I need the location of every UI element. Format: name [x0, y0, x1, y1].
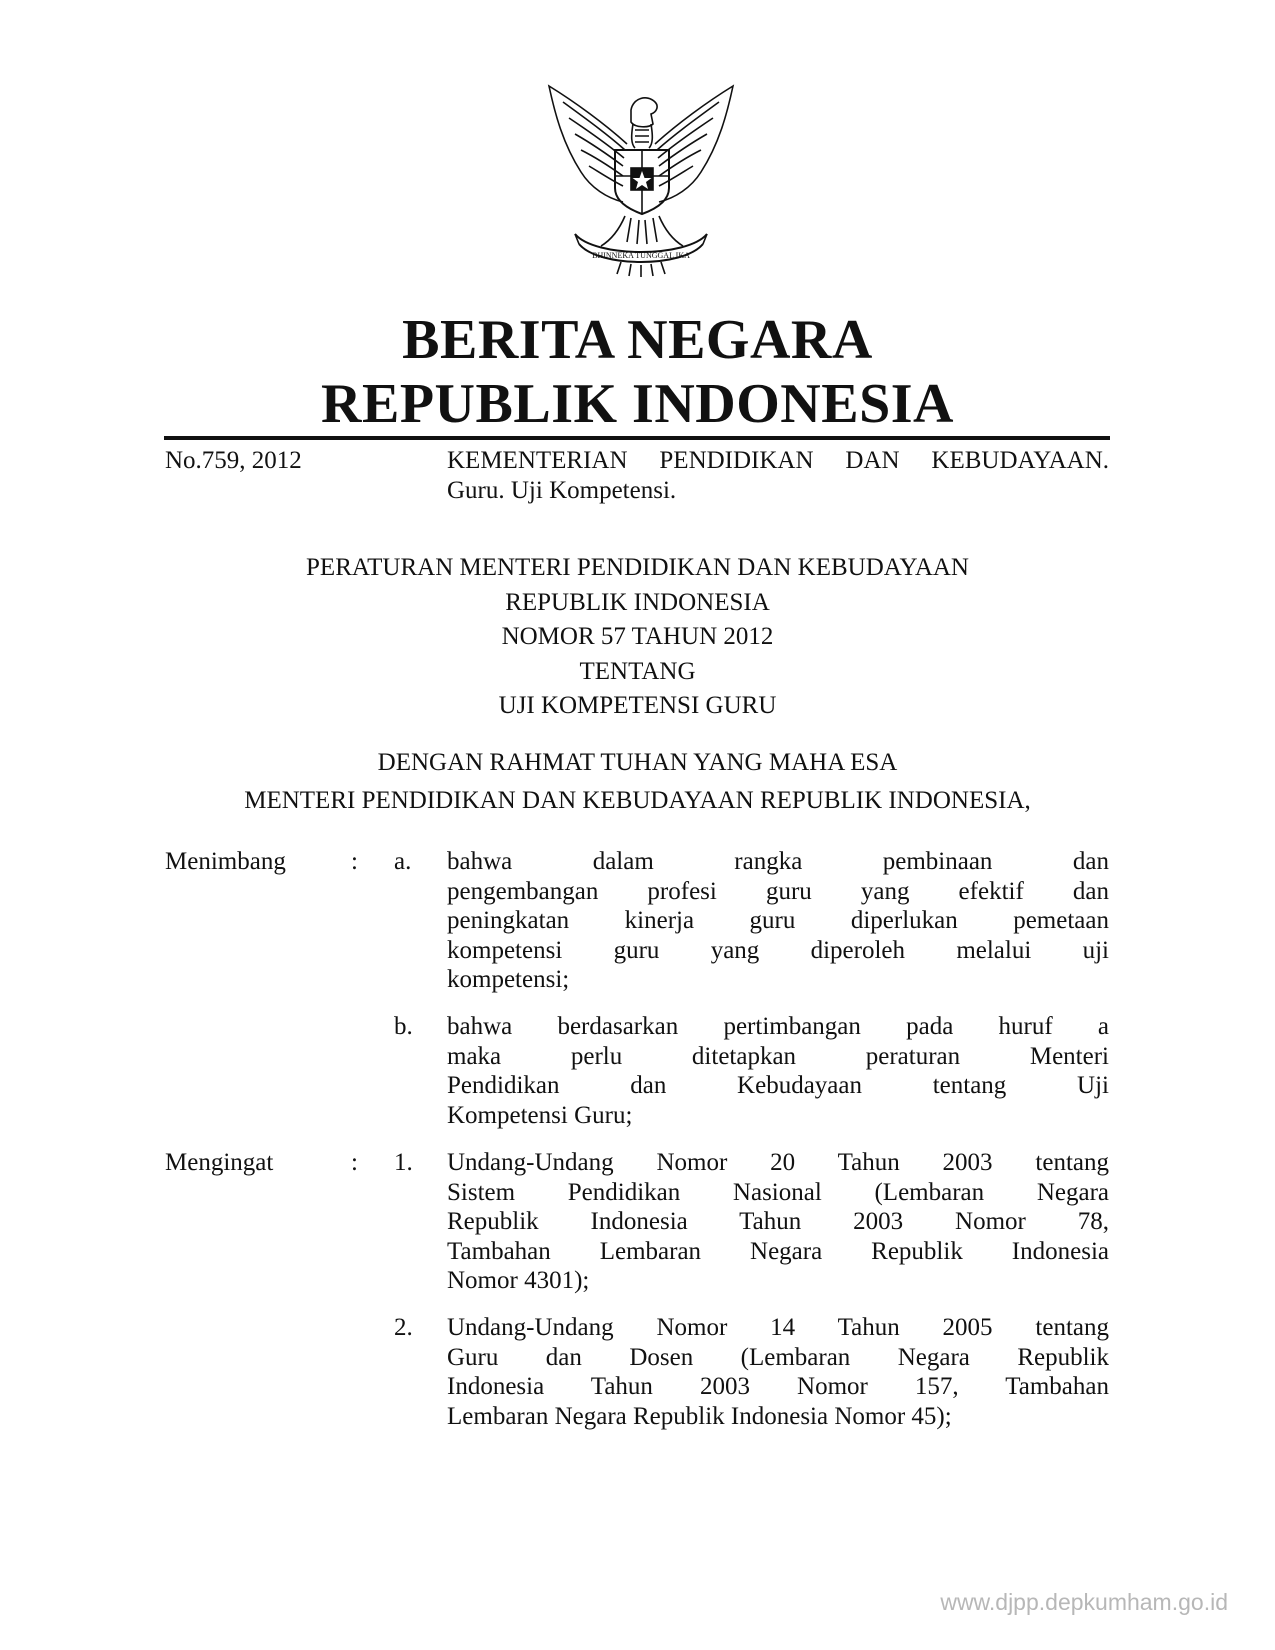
menimbang-colon: :: [351, 848, 358, 875]
text-line: Guru dan Dosen (Lembaran Negara Republik: [447, 1343, 1109, 1371]
mengingat-item-1: [447, 1148, 1109, 1296]
mengingat-2-marker: 2.: [394, 1314, 413, 1341]
masthead-subtitle: REPUBLIK INDONESIA: [321, 373, 954, 435]
text-line: bahwa dalam rangka pembinaan dan: [447, 848, 1109, 875]
issue-ministry: [447, 446, 1109, 506]
regulation-header: [0, 551, 1275, 724]
topic-line: Guru. Uji Kompetensi.: [447, 477, 677, 504]
text-line: Tambahan Lembaran Negara Republik Indonesia: [447, 1237, 1109, 1265]
mengingat-item-2: [447, 1313, 1109, 1431]
preamble: [0, 744, 1275, 820]
text-line: Nomor 4301);: [447, 1267, 590, 1294]
garuda-emblem: [535, 84, 747, 280]
text-line: peningkatan kinerja guru diperlukan pemetaan: [447, 907, 1109, 934]
text-line: kompetensi;: [447, 966, 570, 993]
text-line: maka perlu ditetapkan peraturan Menteri: [447, 1042, 1109, 1070]
menimbang-a-marker: a.: [394, 848, 412, 875]
menimbang-label: Menimbang: [165, 848, 286, 875]
regulation-about: TENTANG: [579, 657, 696, 685]
text-line: Undang-Undang Nomor 14 Tahun 2005 tentang: [447, 1314, 1109, 1341]
text-line: Pendidikan dan Kebudayaan tentang Uji: [447, 1072, 1109, 1099]
text-line: pengembangan profesi guru yang efektif dan: [447, 877, 1109, 905]
regulation-country: REPUBLIK INDONESIA: [505, 588, 770, 616]
text-line: Republik Indonesia Tahun 2003 Nomor 78,: [447, 1208, 1109, 1235]
watermark-url: www.djpp.depkumham.go.id: [940, 1589, 1228, 1615]
text-line: Indonesia Tahun 2003 Nomor 157, Tambahan: [447, 1373, 1109, 1400]
text-line: Sistem Pendidikan Nasional (Lembaran Negara: [447, 1178, 1109, 1206]
masthead-title: BERITA NEGARA: [402, 309, 873, 371]
regulation-number: NOMOR 57 TAHUN 2012: [501, 623, 774, 650]
menimbang-item-a: [447, 847, 1109, 995]
mengingat-1-marker: 1.: [394, 1149, 413, 1176]
text-line: bahwa berdasarkan pertimbangan pada huruf a: [447, 1013, 1109, 1040]
text-line: Lembaran Negara Republik Indonesia Nomor 45);: [447, 1402, 952, 1430]
text-line: Kompetensi Guru;: [447, 1101, 633, 1129]
menimbang-b-marker: b.: [394, 1013, 413, 1040]
regulation-subject: UJI KOMPETENSI GURU: [498, 692, 777, 719]
emblem-motto: BHINNEKA TUNGGAL IKA: [592, 251, 690, 260]
issue-number: No.759, 2012: [165, 447, 302, 474]
preamble-minister: MENTERI PENDIDIKAN DAN KEBUDAYAAN REPUBLIK INDONESIA,: [244, 787, 1031, 814]
mengingat-label: Mengingat: [165, 1149, 274, 1176]
menimbang-item-b: [447, 1012, 1109, 1130]
text-line: kompetensi guru yang diperoleh melalui uji: [447, 936, 1109, 964]
text-line: Undang-Undang Nomor 20 Tahun 2003 tentang: [447, 1149, 1109, 1176]
ministry-line: KEMENTERIAN PENDIDIKAN DAN KEBUDAYAAN.: [447, 447, 1109, 474]
regulation-title: PERATURAN MENTERI PENDIDIKAN DAN KEBUDAYAAN: [306, 554, 969, 581]
mengingat-colon: :: [351, 1149, 358, 1176]
preamble-invocation: DENGAN RAHMAT TUHAN YANG MAHA ESA: [377, 749, 898, 776]
masthead-rule: [164, 436, 1110, 440]
garuda-icon: [535, 84, 747, 280]
